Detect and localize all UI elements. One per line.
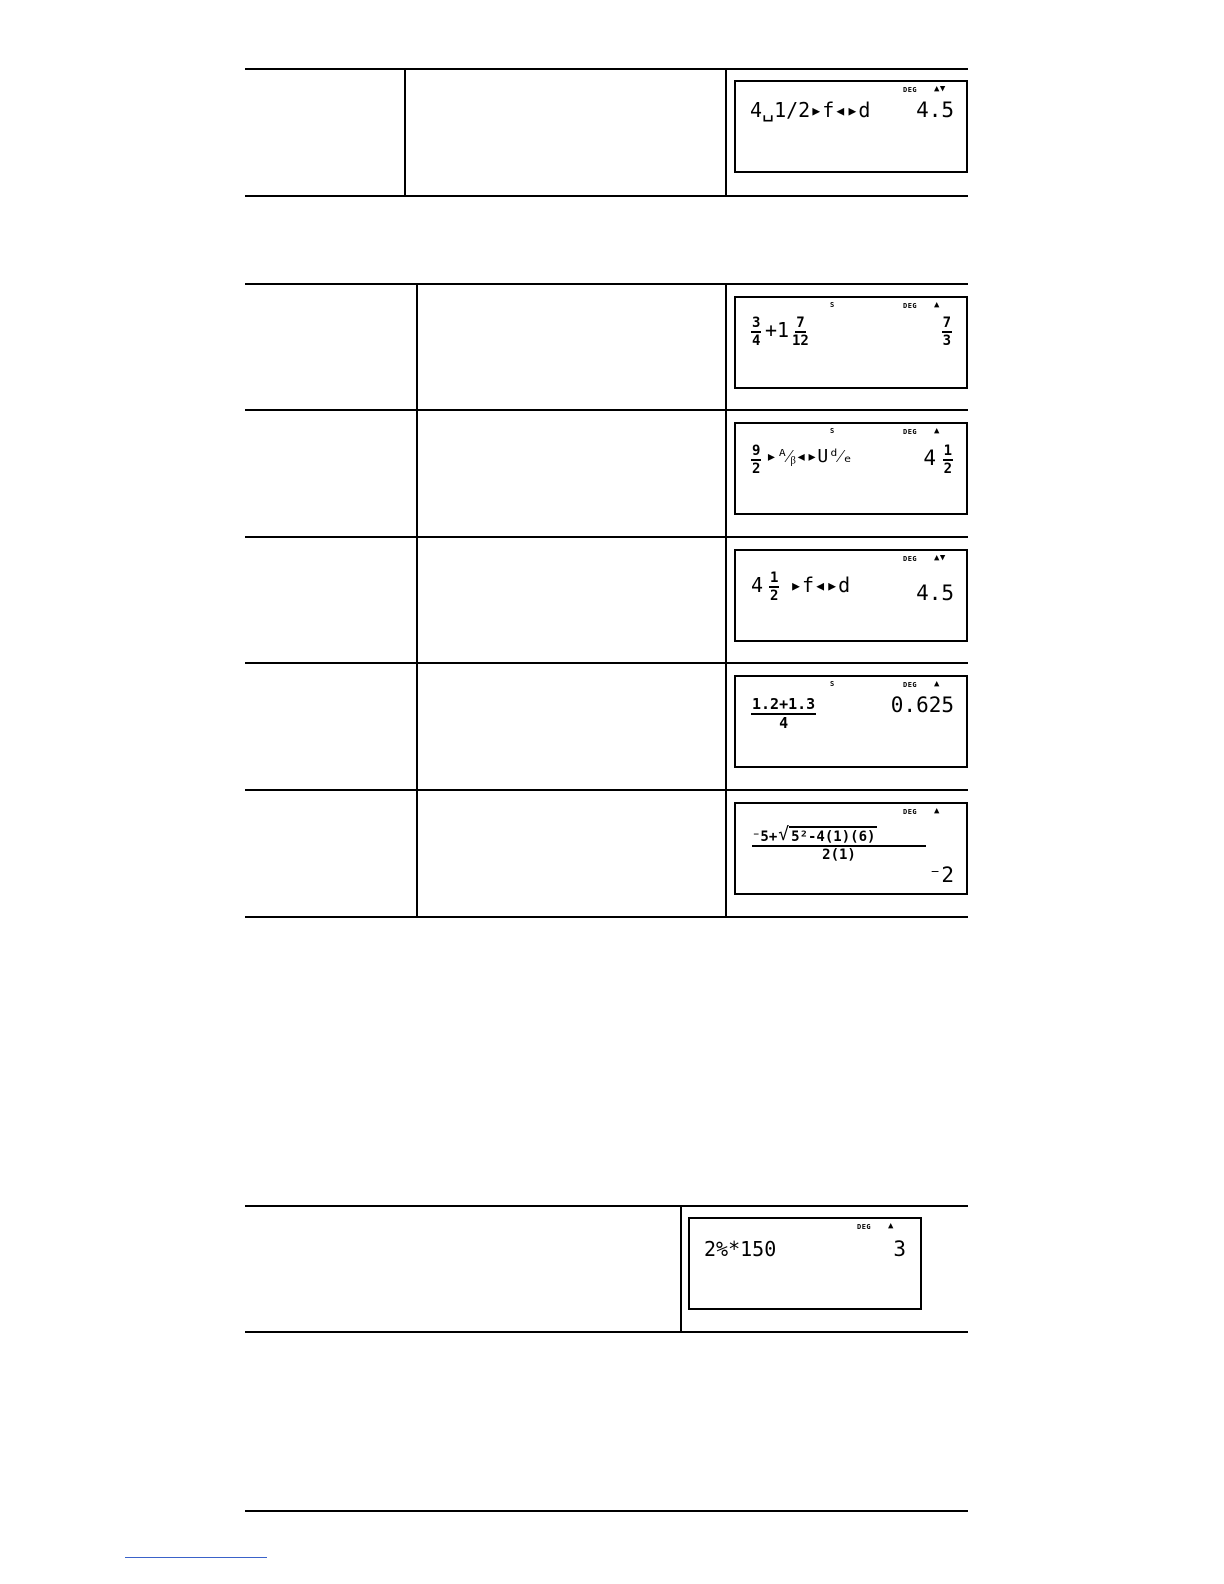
deg-indicator: DEG — [903, 302, 918, 310]
fraction-denominator: 12 — [792, 333, 809, 349]
fraction-operand-2 — [792, 316, 809, 348]
table3-bottom-rule — [245, 1331, 968, 1333]
result-value: 4.5 — [916, 98, 954, 122]
numerator-prefix: ⁻5+ — [752, 829, 778, 845]
table1-col-divider-2 — [725, 68, 727, 196]
table2-bottom-rule — [245, 916, 968, 918]
table2-row-rule-3 — [245, 662, 968, 664]
fraction-result — [943, 444, 953, 476]
deg-indicator: DEG — [903, 555, 918, 563]
fraction-numerator: 7 — [942, 315, 951, 331]
scroll-up-indicator: ▲ — [934, 806, 940, 816]
result-value: 4.5 — [916, 581, 954, 605]
operator-text: +1 — [765, 318, 790, 342]
fraction-denominator: 4 — [779, 714, 789, 732]
deg-indicator: DEG — [903, 428, 918, 436]
fraction-numerator: 9 — [752, 443, 761, 459]
fraction-operand-1 — [751, 316, 761, 348]
fraction-operand — [769, 571, 779, 603]
sqrt-icon: √ — [778, 824, 790, 845]
table2-top-rule — [245, 283, 968, 285]
fraction-expression — [751, 697, 816, 731]
fraction-denominator: 2 — [752, 461, 761, 477]
footer-link-underline[interactable] — [125, 1557, 267, 1558]
result-value: ⁻2 — [928, 863, 954, 887]
deg-indicator: DEG — [857, 1223, 872, 1231]
calc-screen-t3r1 — [688, 1217, 922, 1310]
result-value: 3 — [893, 1237, 906, 1261]
deg-indicator: DEG — [903, 681, 918, 689]
entry-expression: 4␣1/2▸f◂▸d — [750, 98, 871, 122]
scroll-indicator: ▲▼ — [934, 553, 946, 563]
table2-row-rule-1 — [245, 409, 968, 411]
calc-screen-t1r1 — [734, 80, 968, 173]
table2-row-rule-4 — [245, 789, 968, 791]
entry-expression: 2%*150 — [704, 1237, 777, 1261]
s-indicator: S — [830, 301, 835, 309]
calc-screen-t2r5 — [734, 802, 968, 895]
scroll-up-indicator: ▲ — [934, 426, 940, 436]
table3-top-rule — [245, 1205, 968, 1207]
table2-col-divider-2 — [725, 283, 727, 918]
calc-screen-t2r2 — [734, 422, 968, 515]
table2-col-divider-1 — [416, 283, 418, 918]
conversion-command: ▸ᴬ⁄ᵦ◂▸Uᵈ⁄ₑ — [766, 446, 853, 467]
fraction-numerator: 1 — [943, 443, 952, 459]
scroll-up-indicator: ▲ — [888, 1221, 894, 1231]
scroll-up-indicator: ▲ — [934, 300, 940, 310]
fraction-numerator: 1 — [770, 570, 779, 586]
fraction-denominator: 2 — [770, 588, 779, 604]
fraction-denominator: 2 — [943, 461, 952, 477]
fraction-expression — [752, 822, 926, 862]
fraction-denominator: 3 — [942, 333, 951, 349]
scroll-indicator: ▲▼ — [934, 84, 946, 94]
result-whole-part: 4 — [923, 446, 936, 470]
fraction-numerator: 7 — [796, 315, 805, 331]
fraction-result — [942, 316, 952, 348]
page-bottom-rule — [245, 1510, 968, 1512]
calc-screen-t2r3 — [734, 549, 968, 642]
table1-col-divider-1 — [404, 68, 406, 196]
conversion-command: ▸f◂▸d — [790, 573, 851, 597]
result-value: 0.625 — [890, 693, 954, 717]
table1-bottom-rule — [245, 195, 968, 197]
s-indicator: S — [830, 427, 835, 435]
fraction-numerator: 1.2+1.3 — [752, 695, 816, 713]
deg-indicator: DEG — [903, 808, 918, 816]
deg-indicator: DEG — [903, 86, 918, 94]
table1-top-rule — [245, 68, 968, 70]
whole-part: 4 — [751, 573, 764, 597]
fraction-numerator — [752, 822, 926, 844]
table3-col-divider — [680, 1205, 682, 1333]
calc-screen-t2r1 — [734, 296, 968, 389]
scroll-up-indicator: ▲ — [934, 679, 940, 689]
s-indicator: S — [830, 680, 835, 688]
table2-row-rule-2 — [245, 536, 968, 538]
radicand: 5²-4(1)(6) — [789, 826, 877, 844]
fraction-operand — [751, 444, 761, 476]
fraction-numerator: 3 — [752, 315, 761, 331]
fraction-denominator: 2(1) — [822, 847, 856, 863]
fraction-denominator: 4 — [752, 333, 761, 349]
calc-screen-t2r4 — [734, 675, 968, 768]
